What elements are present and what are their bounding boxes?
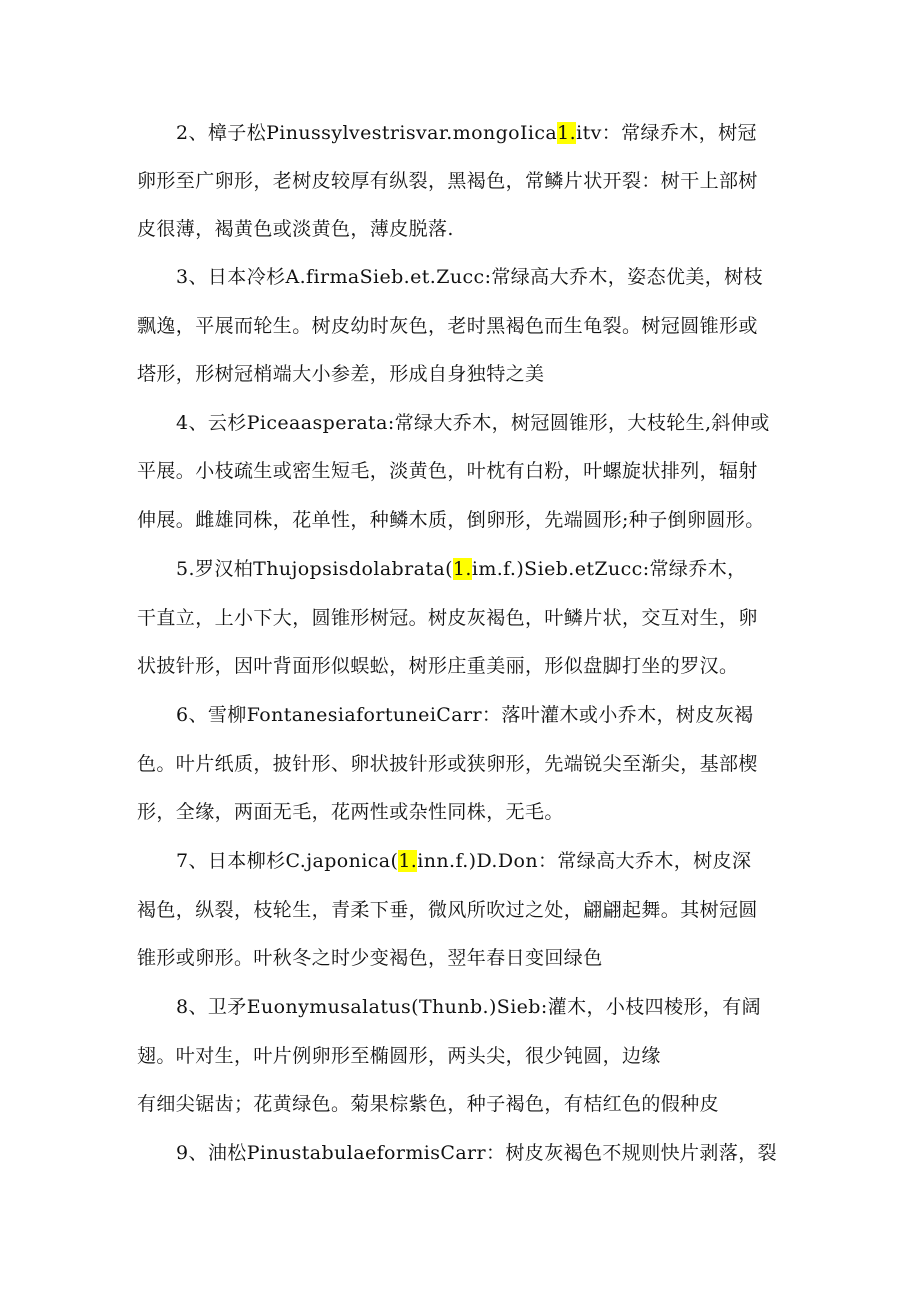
entry-2-line-2: 卵形至广卵形，老树皮较厚有纵裂，黑褐色，常鳞片状开裂：树干上部树 [137, 170, 758, 192]
entry-2-line-3: 皮很薄，褐黄色或淡黄色，薄皮脱落. [137, 218, 454, 240]
entry-9-line-1: 9、油松PinustabulaeformisCarr：树皮灰褐色不规则快片剥落，裂 [176, 1142, 778, 1164]
entry-3-line-2: 飘逸，平展而轮生。树皮幼时灰色，老时黑褐色而生龟裂。树冠圆锥形或 [137, 315, 758, 337]
entry-7-line-1 [176, 846, 751, 876]
entry-5-line-2: 干直立，上小下大，圆锥形树冠。树皮灰褐色，叶鳞片状，交互对生，卵 [137, 607, 758, 629]
entry-7-line-3: 锥形或卵形。叶秋冬之时少变褐色，翌年春日变回绿色 [137, 947, 603, 969]
entry-5-line-3: 状披针形，因叶背面形似蜈蚣，树形庄重美丽，形似盘脚打坐的罗汉。 [137, 655, 739, 677]
entry-6-line-3: 形，全缘，两面无毛，花两性或杂性同株，无毛。 [137, 801, 564, 823]
entry-7-line-1-pre: 7、日本柳杉C.japonica( [176, 850, 399, 872]
entry-3-line-1: 3、日本冷杉A.firmaSieb.et.Zucc:常绿高大乔木，姿态优美，树枝 [176, 266, 763, 288]
entry-8-line-2: 翅。叶对生，叶片例卵形至椭圆形，两头尖，很少钝圆，边缘 [137, 1045, 661, 1067]
entry-4-line-2: 平展。小枝疏生或密生短毛，淡黄色，叶枕有白粉，叶螺旋状排列，辐射 [137, 460, 758, 482]
entry-6-line-1: 6、雪柳FontanesiafortuneiCarr：落叶灌木或小乔木，树皮灰褐 [176, 704, 754, 726]
entry-6-line-2: 色。叶片纸质，披针形、卵状披针形或狭卵形，先端锐尖至渐尖，基部楔 [137, 753, 758, 775]
entry-4-line-1: 4、云杉Piceaasperata:常绿大乔木，树冠圆锥形，大枝轮生,斜伸或 [176, 412, 770, 434]
entry-3-line-3: 塔形，形树冠梢端大小参差，形成自身独特之美 [137, 363, 545, 385]
entry-5-line-1-post: im.f.)Sieb.etZucc:常绿乔木， [471, 558, 747, 580]
highlighted-text: 1. [398, 850, 418, 872]
entry-8-line-3: 有细尖锯齿；花黄绿色。菊果棕紫色，种子褐色，有桔红色的假种皮 [137, 1093, 720, 1115]
entry-8-line-1: 8、卫矛Euonymusalatus(Thunb.)Sieb:灌木，小枝四棱形，有阔 [176, 996, 762, 1018]
entry-2-line-1-post: itv：常绿乔木，树冠 [576, 122, 757, 144]
entry-2-line-1 [176, 118, 757, 148]
entry-7-line-2: 褐色，纵裂，枝轮生，青柔下垂，微风所吹过之处，翩翩起舞。其树冠圆 [137, 899, 758, 921]
entry-2-line-1-pre: 2、樟子松Pinussylvestrisvar.mongoIica [176, 122, 558, 144]
entry-7-line-1-post: inn.f.)D.Don：常绿高大乔木，树皮深 [417, 850, 752, 872]
entry-5-line-1-pre: 5.罗汉柏Thujopsisdolabrata( [176, 558, 453, 580]
highlighted-text: 1. [452, 558, 472, 580]
entry-4-line-3: 伸展。雌雄同株，花单性，种鳞木质，倒卵形，先端圆形;种子倒卵圆形。 [137, 509, 765, 531]
highlighted-text: 1. [557, 122, 577, 144]
entry-5-line-1 [176, 554, 747, 584]
